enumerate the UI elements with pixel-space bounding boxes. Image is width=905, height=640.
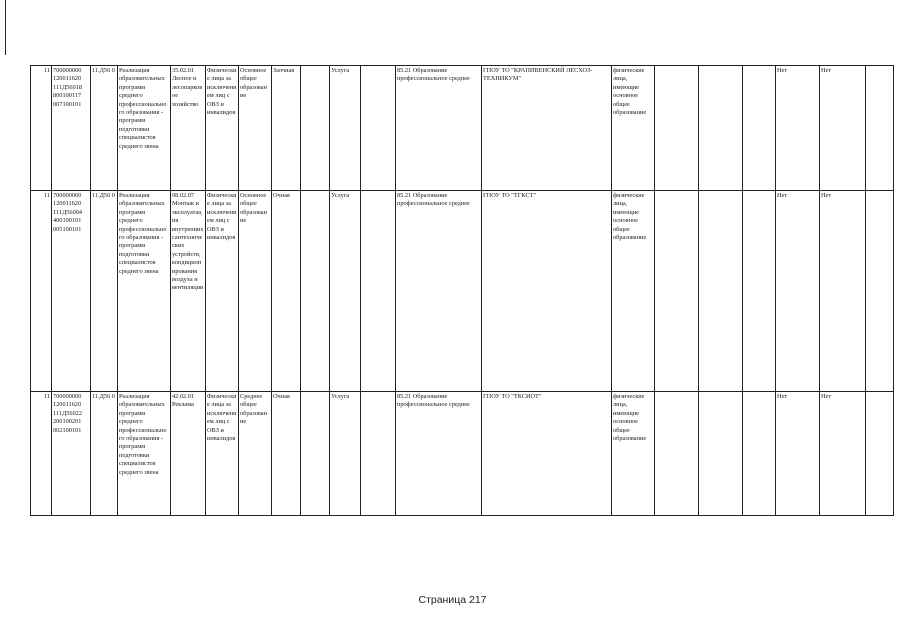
empty-cell [866,66,894,191]
flag-cell: Нет [776,191,820,392]
institution-name: ГПОУ ТО "КРАПИВЕНСКИЙ ЛЕСХОЗ-ТЕХНИКУМ" [482,66,612,191]
program-name: Реализация образовательных программ среднего профессионального образования - программ подготовки специалистов среднего звена [118,66,171,191]
consumer-category: Физические лица за исключением лиц с ОВЗ и инвалидов [206,392,239,516]
service-type: Услуга [330,66,361,191]
study-form: Очная [272,392,301,516]
table-row [31,66,894,191]
row-number: 11 [31,66,52,191]
institution-name: ГПОУ ТО "ТГКСТ" [482,191,612,392]
empty-cell [699,392,743,516]
study-form: Заочная [272,66,301,191]
consumers: физические лица, имеющие основное общее образование [612,392,655,516]
consumer-category: Физические лица за исключением лиц с ОВЗ и инвалидов [206,66,239,191]
left-margin-line [5,0,6,55]
empty-cell [743,392,776,516]
specialty: 42.02.01 Реклама [171,392,206,516]
row-number: 11 [31,392,52,516]
page-number: Страница 217 [418,594,487,606]
flag-cell: Нет [820,66,866,191]
empty-cell [301,66,330,191]
specialty: 35.02.01 Лесное и лесопарковое хозяйство [171,66,206,191]
flag-cell: Нет [776,392,820,516]
program-name: Реализация образовательных программ среднего профессионального образования - программ подготовки специалистов среднего звена [118,392,171,516]
empty-cell [699,66,743,191]
registry-code: 700000000 120011620 111Д56022 200100201 002100101 [52,392,91,516]
okved-code: 85.21 Образование профессиональное среднее [396,66,482,191]
program-name: Реализация образовательных программ среднего профессионального образования - программ подготовки специалистов среднего звена [118,191,171,392]
education-base: Среднее общее образование [239,392,272,516]
registry-code: 700000000 120011620 111Д56018 800100117 007100101 [52,66,91,191]
service-code: 11.Д56 0 [91,392,118,516]
education-base: Основное общее образование [239,66,272,191]
empty-cell [655,191,699,392]
empty-cell [866,191,894,392]
empty-cell [361,66,396,191]
study-form: Очная [272,191,301,392]
flag-cell: Нет [820,191,866,392]
institution-name: ГПОУ ТО "ТКСИОТ" [482,392,612,516]
service-type: Услуга [330,191,361,392]
consumers: физические лица, имеющие основное общее образование [612,66,655,191]
empty-cell [361,392,396,516]
empty-cell [361,191,396,392]
consumer-category: Физические лица за исключением лиц с ОВЗ и инвалидов [206,191,239,392]
empty-cell [743,66,776,191]
service-code: 11.Д56 0 [91,66,118,191]
okved-code: 85.21 Образование профессиональное среднее [396,191,482,392]
empty-cell [655,392,699,516]
service-type: Услуга [330,392,361,516]
empty-cell [743,191,776,392]
empty-cell [699,191,743,392]
okved-code: 85.21 Образование профессиональное среднее [396,392,482,516]
consumers: физические лица, имеющие основное общее образование [612,191,655,392]
row-number: 11 [31,191,52,392]
empty-cell [655,66,699,191]
table-row [31,392,894,516]
empty-cell [301,191,330,392]
empty-cell [301,392,330,516]
flag-cell: Нет [820,392,866,516]
service-code: 11.Д56 0 [91,191,118,392]
flag-cell: Нет [776,66,820,191]
registry-code: 700000000 120011620 111Д56004 400100101 005100101 [52,191,91,392]
services-register-table [30,65,894,516]
specialty: 08.02.07 Монтаж и эксплуатация внутренних сантехнических устройств, кондиционирования воздуха и вентиляции [171,191,206,392]
empty-cell [866,392,894,516]
education-base: Основное общее образование [239,191,272,392]
table-row [31,191,894,392]
